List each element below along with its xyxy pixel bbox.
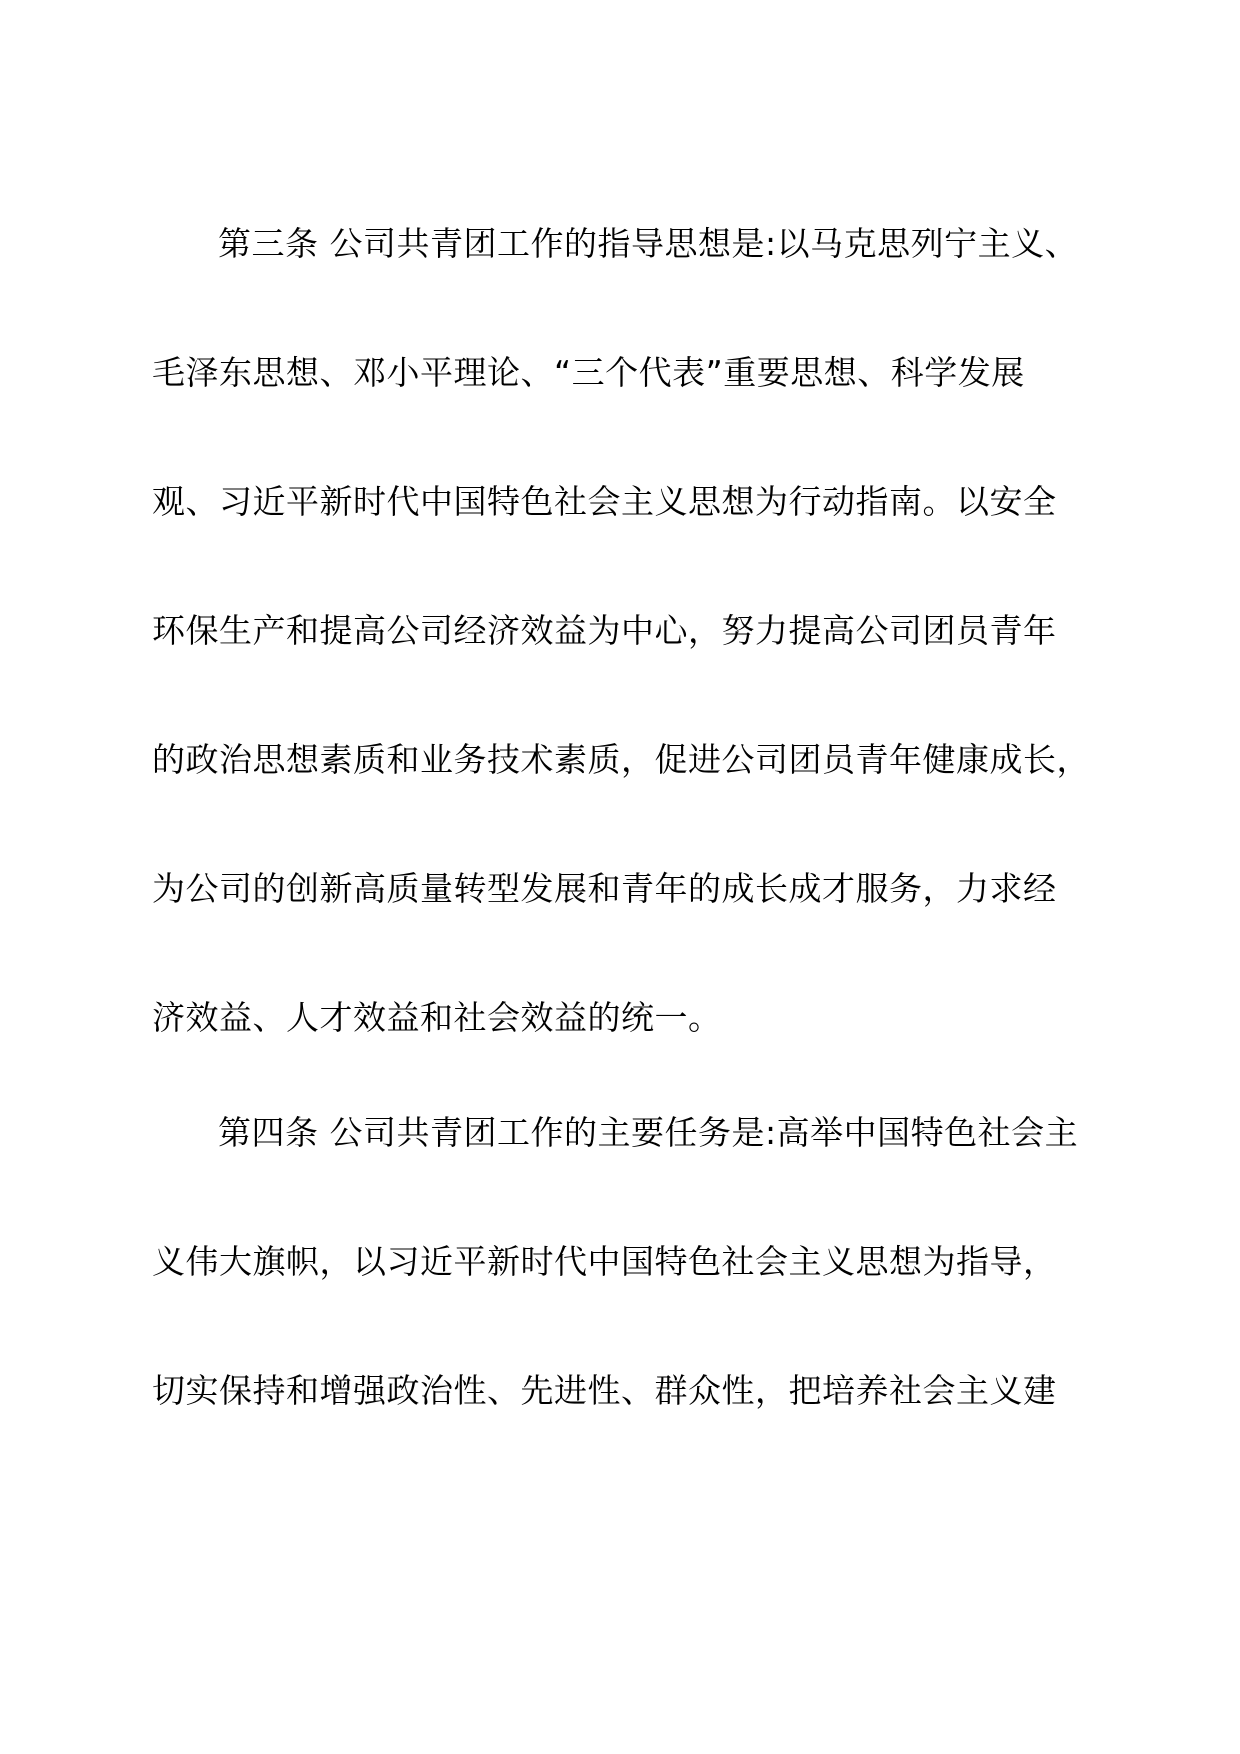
article-3-line-7: 济效益、人才效益和社会效益的统一。 [152,998,722,1037]
article-3-line-3: 观、习近平新时代中国特色社会主义思想为行动指南。以安全 [152,482,1057,521]
article-4-line-1: 第四条 公司共青团工作的主要任务是:高举中国特色社会主 [218,1113,1079,1152]
article-4-line-2: 义伟大旗帜，以习近平新时代中国特色社会主义思想为指导， [152,1242,1057,1281]
article-3-line-4: 环保生产和提高公司经济效益为中心，努力提高公司团员青年 [152,611,1057,650]
article-3-line-6: 为公司的创新高质量转型发展和青年的成长成才服务，力求经 [152,869,1057,908]
article-3-line-2: 毛泽东思想、邓小平理论、“三个代表”重要思想、科学发展 [152,353,1025,392]
article-3-line-1: 第三条 公司共青团工作的指导思想是:以马克思列宁主义、 [218,224,1079,263]
article-4-line-3: 切实保持和增强政治性、先进性、群众性，把培养社会主义建 [152,1371,1057,1410]
article-3-line-5: 的政治思想素质和业务技术素质，促进公司团员青年健康成长， [152,740,1090,779]
